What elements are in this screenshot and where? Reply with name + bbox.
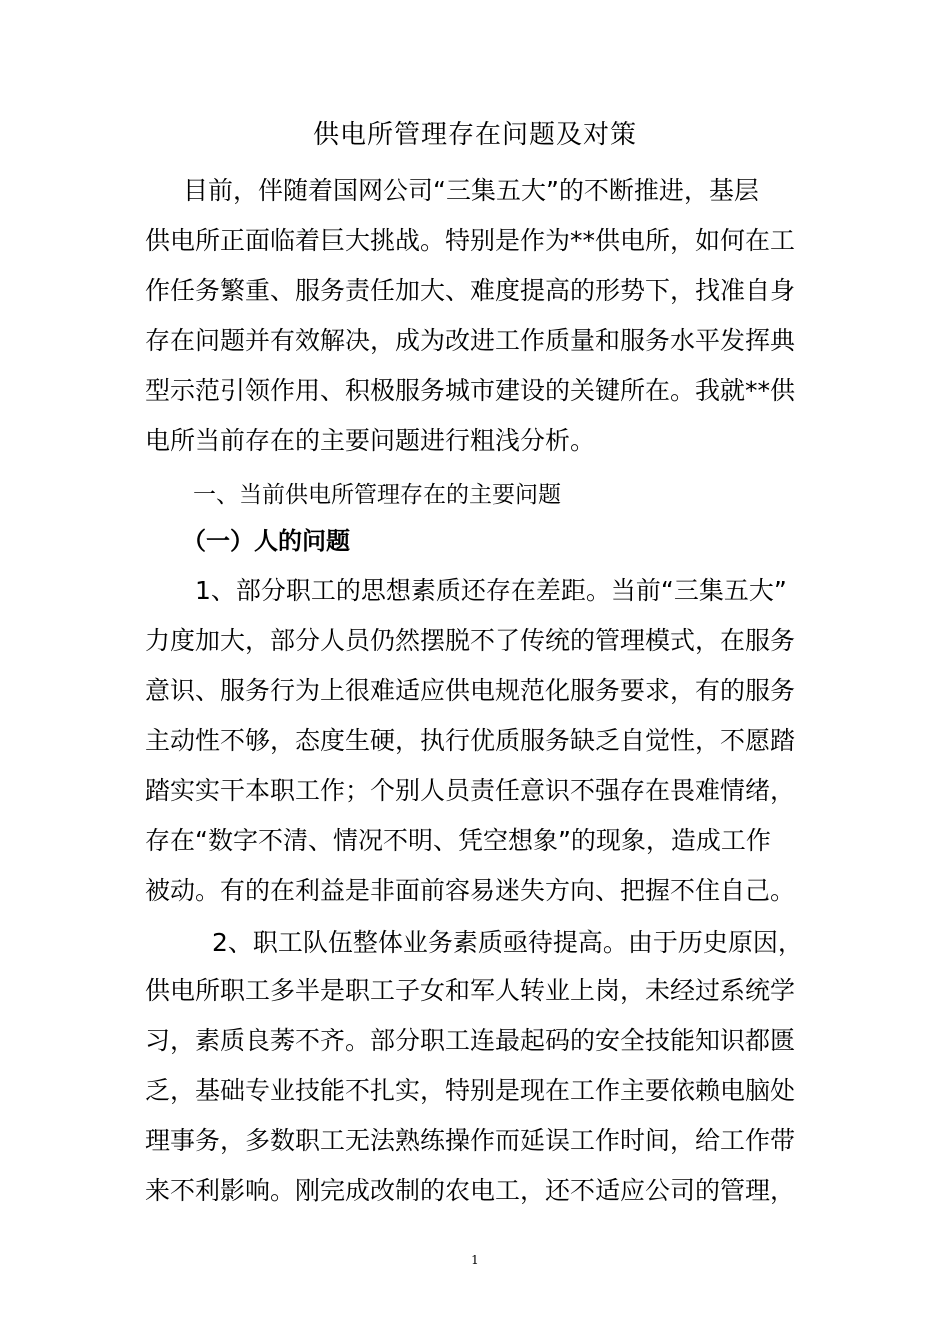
point-1-line: 1、部分职工的思想素质还存在差距。当前“三集五大” — [195, 576, 787, 605]
intro-line: 电所当前存在的主要问题进行粗浅分析。 — [145, 426, 596, 455]
section-heading: 一、当前供电所管理存在的主要问题 — [193, 482, 561, 508]
point-2-line: 乏，基础专业技能不扎实，特别是现在工作主要依赖电脑处 — [145, 1076, 796, 1105]
point-2-line: 供电所职工多半是职工子女和军人转业上岗，未经过系统学 — [145, 976, 796, 1005]
point-1-line: 踏实实干本职工作；个别人员责任意识不强存在畏难情绪， — [145, 776, 796, 805]
point-1-line: 被动。有的在利益是非面前容易迷失方向、把握不住自己。 — [145, 876, 796, 905]
intro-line: 供电所正面临着巨大挑战。特别是作为**供电所，如何在工 — [145, 226, 796, 255]
intro-line: 型示范引领作用、积极服务城市建设的关键所在。我就**供 — [145, 376, 796, 405]
subsection-heading: （一）人的问题 — [182, 527, 350, 555]
point-2-line: 习，素质良莠不齐。部分职工连最起码的安全技能知识都匮 — [145, 1026, 796, 1055]
point-2-line: 理事务，多数职工无法熟练操作而延误工作时间，给工作带 — [145, 1126, 796, 1155]
document-title: 供电所管理存在问题及对策 — [312, 120, 637, 150]
point-2-line: 2、职工队伍整体业务素质亟待提高。由于历史原因， — [212, 928, 803, 957]
point-1-line: 主动性不够，态度生硬，执行优质服务缺乏自觉性，不愿踏 — [145, 726, 796, 755]
point-2-line: 来不利影响。刚完成改制的农电工，还不适应公司的管理， — [145, 1176, 796, 1205]
point-1-line: 存在“数字不清、情况不明、凭空想象”的现象，造成工作 — [145, 826, 771, 855]
point-1-line: 力度加大，部分人员仍然摆脱不了传统的管理模式，在服务 — [145, 626, 796, 655]
intro-line: 存在问题并有效解决，成为改进工作质量和服务水平发挥典 — [145, 326, 796, 355]
page-number: 1 — [471, 1253, 479, 1267]
intro-line: 目前，伴随着国网公司“三集五大”的不断推进，基层 — [183, 176, 759, 205]
point-1-line: 意识、服务行为上很难适应供电规范化服务要求，有的服务 — [145, 676, 796, 705]
intro-line: 作任务繁重、服务责任加大、难度提高的形势下，找准自身 — [145, 276, 796, 305]
